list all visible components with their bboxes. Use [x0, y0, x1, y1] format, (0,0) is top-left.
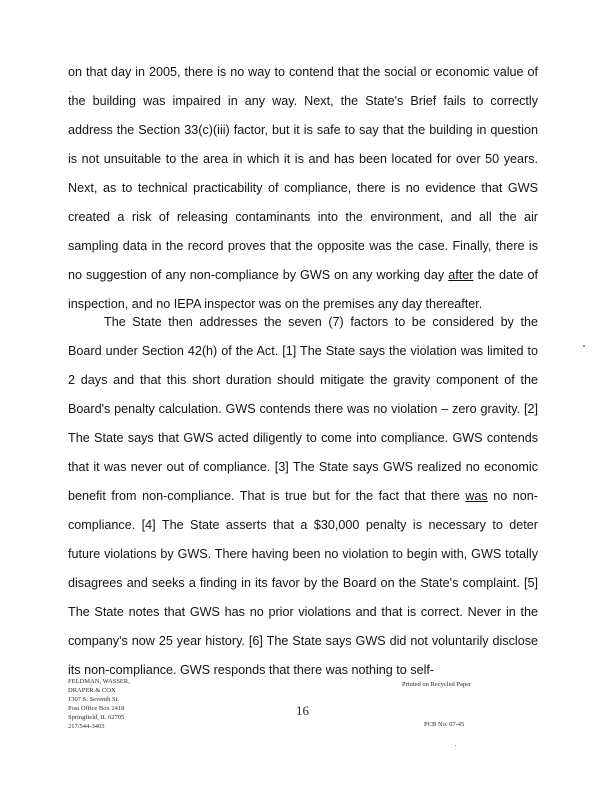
scan-speck: [455, 745, 456, 746]
firm-line: DRAPER & COX: [68, 687, 116, 694]
recycled-paper-note: Printed on Recycled Paper: [402, 681, 472, 688]
paragraph-1-text-b: the date of inspection, and no IEPA inspector was on the premises any day thereafter.: [68, 268, 538, 311]
scan-speck: [70, 91, 71, 92]
paragraph-1-text-a: on that day in 2005, there is no way to contend that the social or economic value of the building was impaired in any way. Next, the State's Brief fails to correctly address the Section 33(c)(iii) factor, but it is safe to say that the building in question is not unsuitable to the area in which it is and has been located for over 50 years. Next, as to technical practicability of compliance, there is no evidence that GWS created a risk of releasing contaminants into the environment, and all the air sampling data in the record proves that the opposite was the case. Finally, there is no suggestion of any non-compliance by GWS on any working day: [68, 65, 538, 282]
firm-line: FELDMAN, WASSER,: [68, 678, 130, 685]
paragraph-2-text-a: The State then addresses the seven (7) factors to be considered by the Board under Section 42(h) of the Act. [1] The State says the violation was limited to 2 days and that this short duration should mitigate the gravity component of the Board's penalty calculation. GWS contends there was no violation – zero gravity. [2] The State says that GWS acted diligently to come into compliance. GWS contends that it was never out of compliance. [3] The State says GWS realized no economic benefit from non-compliance. That is true but for the fact that there: [68, 315, 538, 503]
body-paragraph-2: [68, 308, 538, 685]
firm-address-block: [68, 677, 130, 731]
page-footer: [68, 677, 538, 757]
body-paragraph-1: [68, 58, 538, 319]
firm-line: 1307 S. Seventh St.: [68, 696, 120, 703]
paragraph-1-underlined-word: after: [448, 268, 474, 282]
page-number: 16: [296, 703, 309, 718]
firm-line: Post Office Box 2418: [68, 705, 125, 712]
scan-speck: [583, 345, 585, 347]
paragraph-2-text-b: no non-compliance. [4] The State asserts that a $30,000 penalty is necessary to deter future violations by GWS. There having been no violation to begin with, GWS totally disagrees and seeks a finding in its favor by the Board on the State's complaint. [5] The State notes that GWS has no prior violations and that is correct. Never in the company's now 25 year history. [6] The State says GWS did not voluntarily disclose its non-compliance. GWS responds that there was nothing to self-: [68, 489, 538, 677]
case-number: PCB No. 07-45: [424, 721, 465, 728]
firm-line: Springfield, IL 62705: [68, 714, 125, 721]
paragraph-2-underlined-word: was: [465, 489, 488, 503]
firm-line: 217/544-3403: [68, 723, 105, 730]
